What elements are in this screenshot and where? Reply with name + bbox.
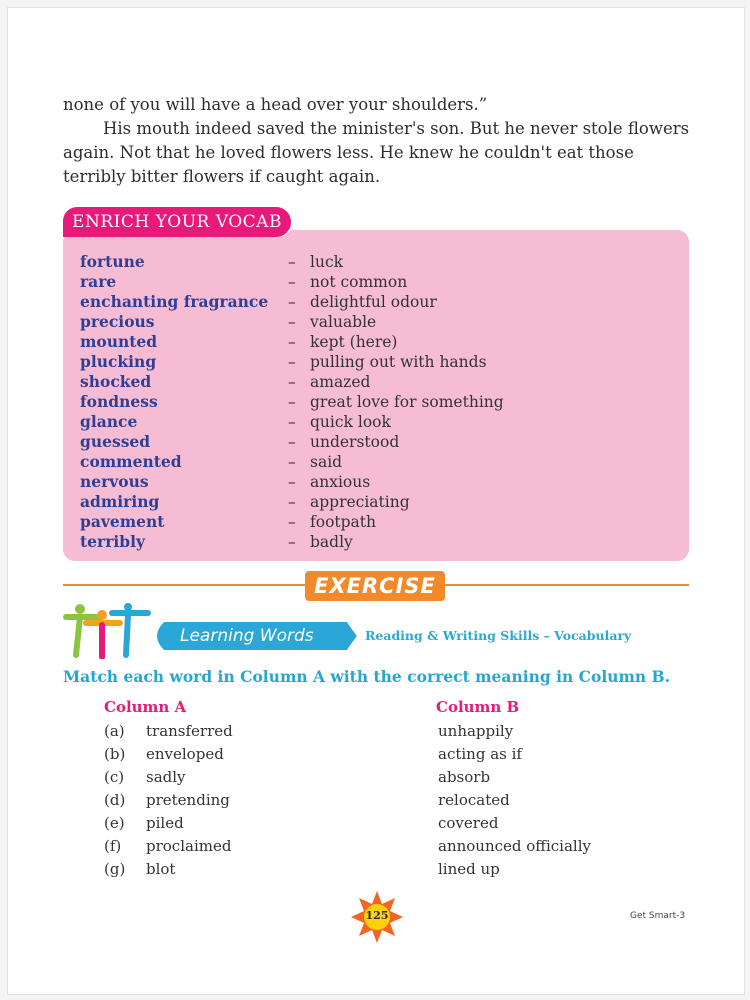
item-letter: (a) — [104, 722, 125, 740]
vocab-item — [80, 292, 680, 312]
column-b-item: relocated — [438, 791, 510, 809]
vocab-word: fondness — [80, 392, 158, 411]
item-word: blot — [146, 860, 176, 878]
vocab-item — [80, 432, 680, 452]
vocab-meaning: luck — [310, 253, 344, 271]
column-b-item: unhappily — [438, 722, 514, 740]
vocab-dash: – — [288, 413, 296, 431]
column-a-item — [104, 720, 354, 743]
skills-label: Reading & Writing Skills – Vocabulary — [365, 628, 632, 643]
column-b-item: announced officially — [438, 837, 591, 855]
vocab-item — [80, 472, 680, 492]
vocab-dash: – — [288, 333, 296, 351]
vocab-item — [80, 392, 680, 412]
vocab-word: plucking — [80, 352, 157, 371]
vocab-item — [80, 372, 680, 392]
vocab-dash: – — [288, 473, 296, 491]
vocab-word: precious — [80, 312, 155, 331]
vocab-dash: – — [288, 273, 296, 291]
vocab-item — [80, 312, 680, 332]
vocab-dash: – — [288, 353, 296, 371]
story-paragraph: His mouth indeed saved the minister's son. But he never stole flowers again. Not that he loved flowers less. He knew he couldn't eat those terribly bitter flowers if caught again. — [63, 119, 690, 186]
book-title: Get Smart-3 — [630, 911, 686, 921]
item-word: sadly — [146, 768, 186, 786]
vocab-word: glance — [80, 412, 138, 431]
vocab-item — [80, 352, 680, 372]
vocab-item — [80, 332, 680, 352]
vocab-dash: – — [288, 433, 296, 451]
story-line: none of you will have a head over your shoulders.” — [63, 95, 488, 114]
vocab-dash: – — [288, 453, 296, 471]
vocab-meaning: amazed — [310, 373, 371, 391]
column-a-item — [104, 835, 354, 858]
column-a-item — [104, 743, 354, 766]
vocab-item — [80, 512, 680, 532]
vocab-word: rare — [80, 272, 117, 291]
vocab-meaning: not common — [310, 273, 408, 291]
item-letter: (b) — [104, 745, 126, 763]
column-a-heading: Column A — [104, 698, 187, 716]
vocab-meaning: pulling out with hands — [310, 353, 487, 371]
column-b-list — [438, 720, 688, 881]
vocab-word: pavement — [80, 512, 165, 531]
vocab-dash: – — [288, 313, 296, 331]
vocab-word: shocked — [80, 372, 152, 391]
vocab-dash: – — [288, 513, 296, 531]
column-b-heading: Column B — [436, 698, 520, 716]
item-word: transferred — [146, 722, 233, 740]
item-word: piled — [146, 814, 184, 832]
vocab-meaning: appreciating — [310, 493, 410, 511]
vocab-word: nervous — [80, 472, 149, 491]
story-text — [63, 93, 693, 189]
item-letter: (d) — [104, 791, 126, 809]
vocab-item — [80, 412, 680, 432]
vocab-meaning: understood — [310, 433, 400, 451]
column-b-item: covered — [438, 814, 499, 832]
vocab-heading: ENRICH YOUR VOCAB — [63, 207, 291, 237]
vocab-meaning: said — [310, 453, 343, 471]
vocab-word: fortune — [80, 252, 145, 271]
item-word: proclaimed — [146, 837, 232, 855]
vocab-dash: – — [288, 533, 296, 551]
vocab-meaning: delightful odour — [310, 293, 437, 311]
vocab-dash: – — [288, 493, 296, 511]
vocab-word: admiring — [80, 492, 160, 511]
column-a-item — [104, 812, 354, 835]
vocab-dash: – — [288, 253, 296, 271]
vocab-meaning: valuable — [310, 313, 377, 331]
item-letter: (f) — [104, 837, 122, 855]
vocab-word: mounted — [80, 332, 158, 351]
vocab-item — [80, 532, 680, 552]
page-number: 125 — [365, 909, 389, 922]
item-letter: (e) — [104, 814, 125, 832]
vocab-meaning: anxious — [310, 473, 371, 491]
learning-words-title: Learning Words — [180, 626, 314, 646]
item-letter: (c) — [104, 768, 125, 786]
vocab-dash: – — [288, 393, 296, 411]
column-b-item: acting as if — [438, 745, 522, 763]
item-word: pretending — [146, 791, 230, 809]
vocab-dash: – — [288, 293, 296, 311]
exercise-badge: EXERCISE — [305, 571, 445, 601]
column-b-item: absorb — [438, 768, 491, 786]
vocab-item — [80, 252, 680, 272]
vocab-word: enchanting fragrance — [80, 292, 269, 311]
vocab-dash: – — [288, 373, 296, 391]
vocab-meaning: badly — [310, 533, 353, 551]
column-a-list — [104, 720, 354, 881]
vocab-meaning: footpath — [310, 513, 377, 531]
vocab-word: terribly — [80, 532, 145, 551]
vocab-item — [80, 452, 680, 472]
vocab-meaning: kept (here) — [310, 333, 398, 351]
learning-people-icon — [62, 603, 152, 659]
vocab-word: commented — [80, 452, 182, 471]
vocab-word: guessed — [80, 432, 151, 451]
column-b-item: lined up — [438, 860, 500, 878]
vocab-meaning: great love for something — [310, 393, 504, 411]
vocab-item — [80, 272, 680, 292]
column-a-item — [104, 766, 354, 789]
item-letter: (g) — [104, 860, 126, 878]
item-word: enveloped — [146, 745, 224, 763]
column-a-item — [104, 789, 354, 812]
vocab-meaning: quick look — [310, 413, 391, 431]
exercise-instruction: Match each word in Column A with the correct meaning in Column B. — [63, 667, 671, 686]
vocab-list — [80, 252, 680, 552]
column-a-item — [104, 858, 354, 881]
vocab-item — [80, 492, 680, 512]
